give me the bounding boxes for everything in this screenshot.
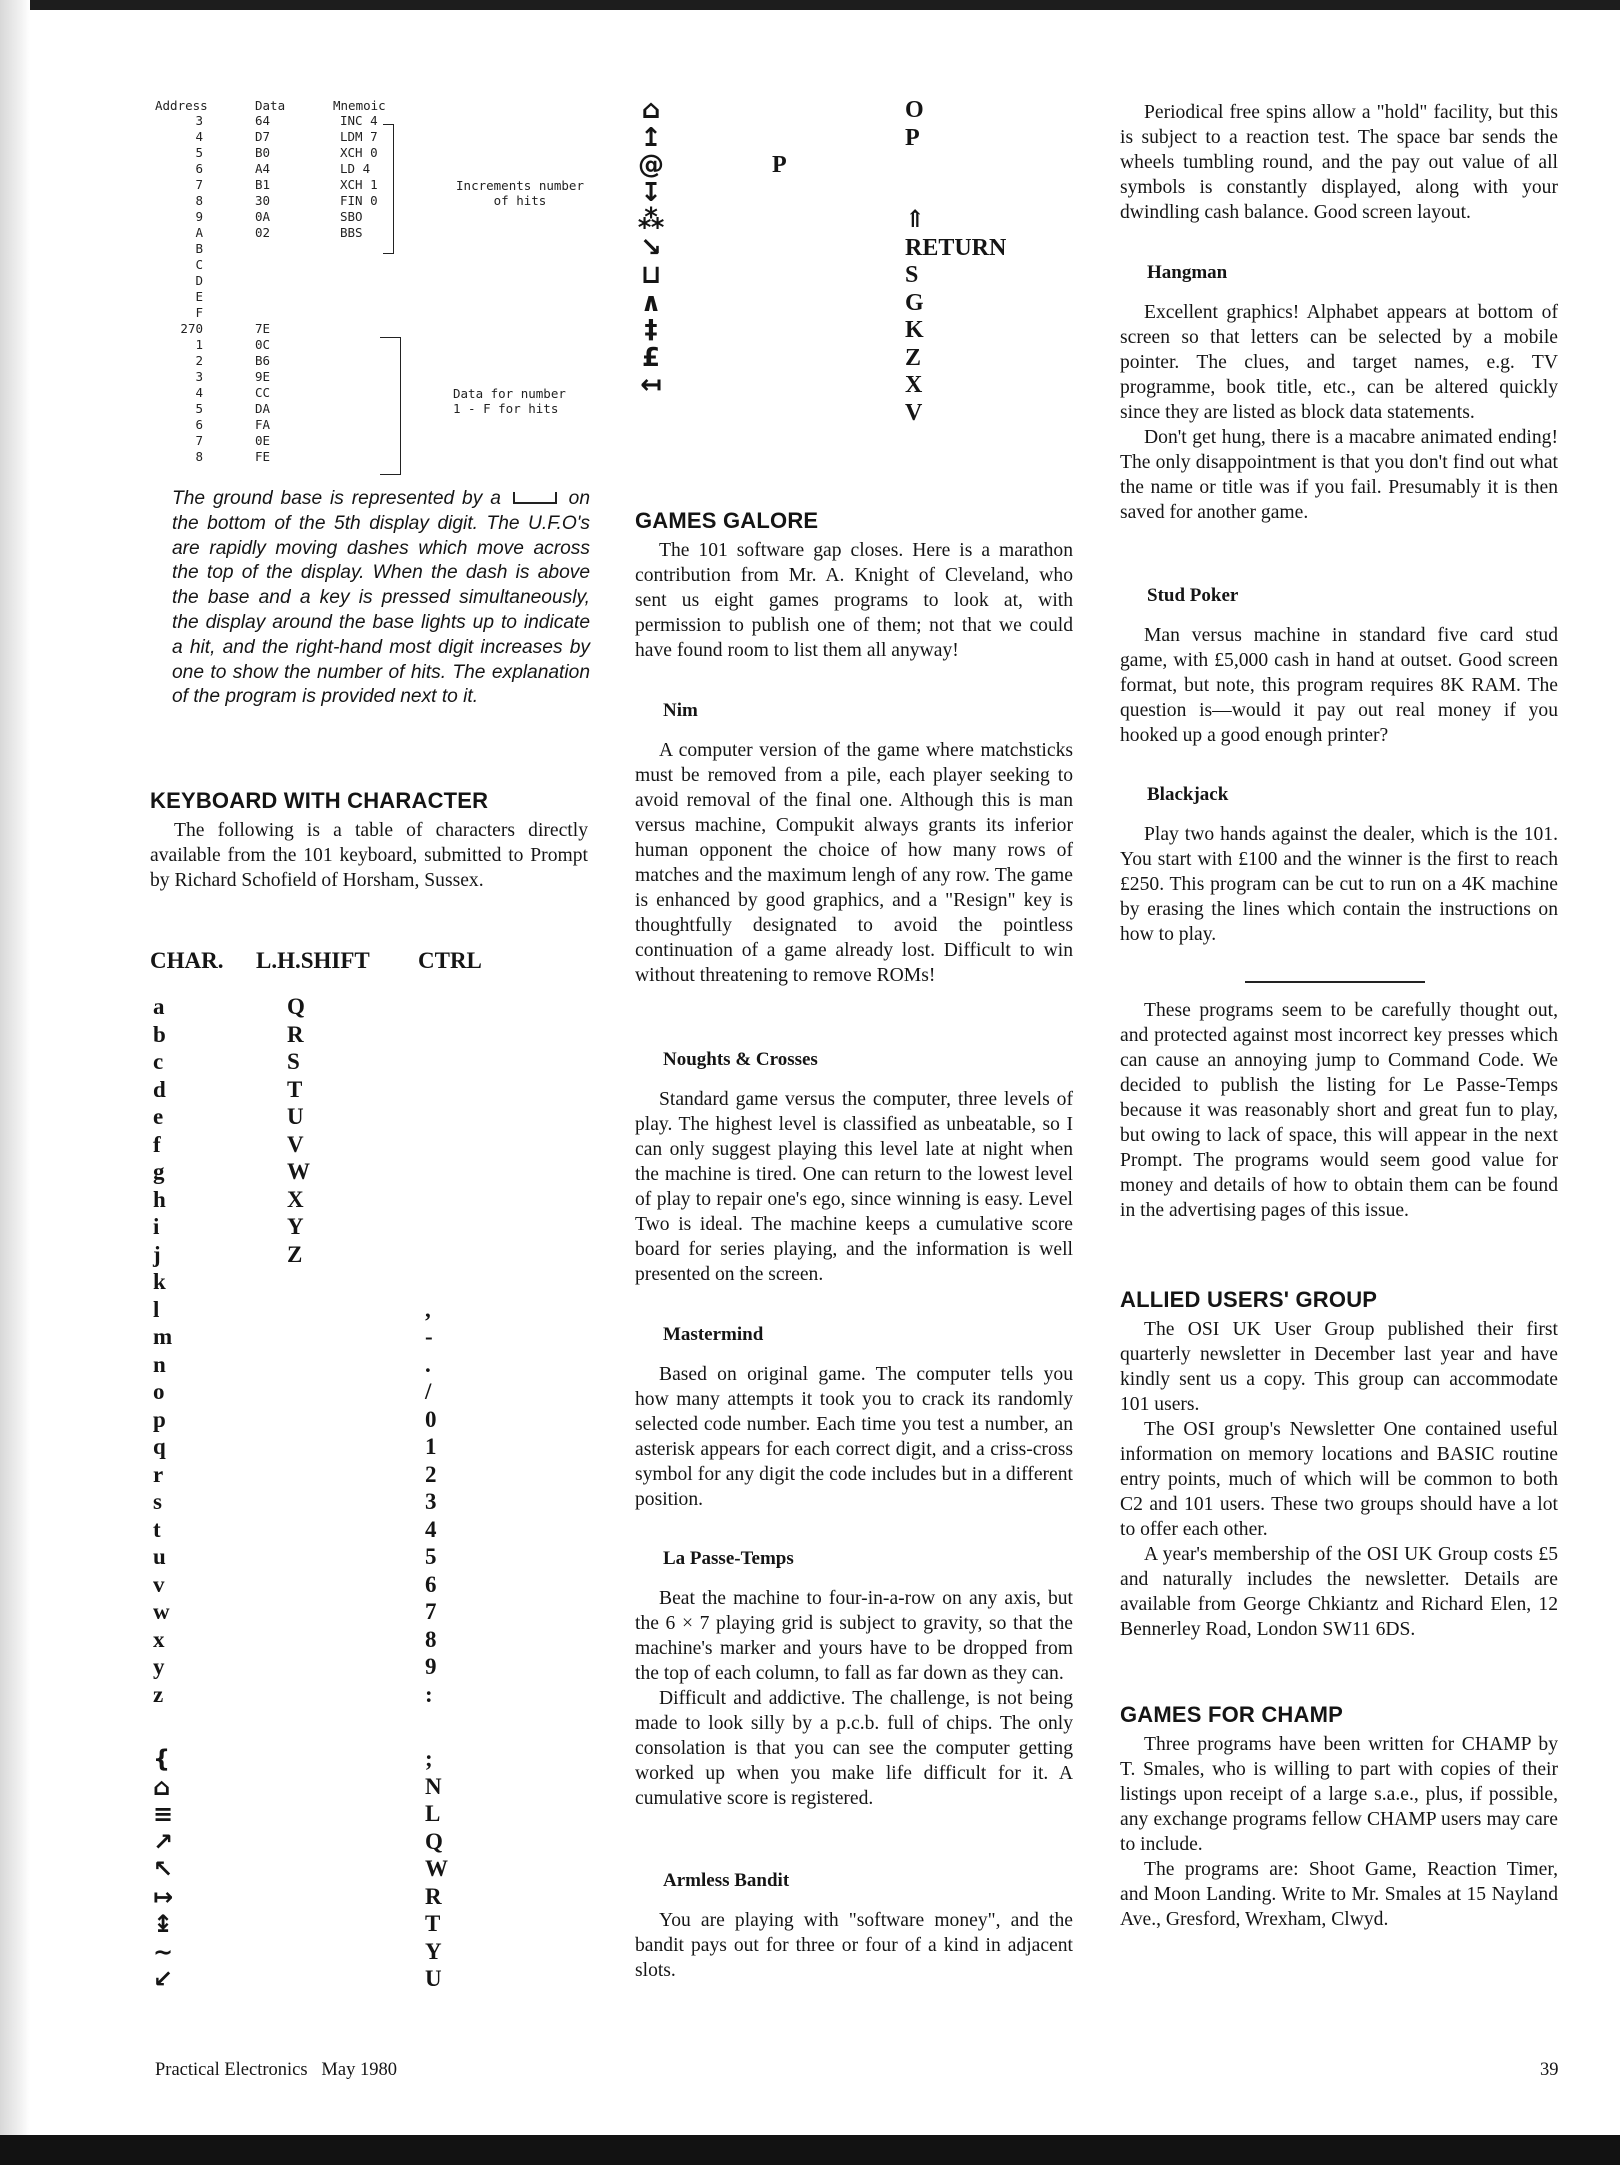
listing-data: A4	[255, 161, 271, 176]
mid-symbol-glyph: ‡	[644, 315, 658, 345]
kb-ctrl: W	[425, 1856, 448, 1881]
kb-shift: Y	[287, 1214, 304, 1239]
page-left-shadow	[0, 0, 30, 2165]
listing-address: 4	[195, 129, 203, 144]
kb-char: i	[153, 1214, 160, 1239]
listing-data: CC	[255, 385, 271, 400]
listing-address: 5	[195, 401, 203, 416]
page-bottom-edge	[0, 2135, 1620, 2165]
listing-row	[155, 306, 395, 320]
kb-ctrl: Q	[425, 1828, 443, 1854]
kb-char: p	[153, 1406, 166, 1432]
kb-ctrl: 1	[425, 1434, 437, 1459]
listing-row	[155, 130, 395, 144]
listing-address: 2	[195, 353, 203, 368]
listing-data: DA	[255, 401, 271, 416]
listing-mnemonic: LDM 7	[340, 129, 378, 144]
mid-ctrl: RETURN	[905, 234, 1007, 261]
listing-address: 270	[180, 321, 203, 336]
listing-row	[155, 274, 395, 288]
mid-ctrl: K	[905, 317, 924, 343]
listing-data: 9E	[255, 369, 271, 384]
kb-shift: U	[287, 1104, 304, 1129]
kb-ctrl: ;	[425, 1746, 433, 1771]
kb-ctrl: Y	[425, 1938, 442, 1964]
kb-ctrl: 8	[425, 1626, 437, 1652]
listing-row	[155, 290, 395, 304]
listing-address: 6	[195, 417, 203, 432]
listing-data: 0C	[255, 337, 271, 352]
listing-address: A	[195, 225, 203, 240]
listing-address: 7	[195, 177, 203, 192]
kb-ctrl: ,	[425, 1296, 431, 1322]
listing-address: 8	[195, 193, 203, 208]
kb-shift: V	[287, 1131, 304, 1157]
listing-data: 7E	[255, 321, 271, 336]
listing-data: B0	[255, 145, 271, 160]
listing-bracket-hits	[383, 124, 394, 254]
kb-symbol-glyph: ↙	[153, 1965, 174, 1993]
games-champ-text-1: Three programs have been written for CHAMP by T. Smales, who is willing to part with copies of their listings upon receipt of a large s.a.e., plus, if possible, any exchange programs fellow CHAMP users may care to include.	[1120, 1734, 1558, 1855]
stud-poker-title: Stud Poker	[1147, 585, 1239, 606]
kb-symbol-glyph: ⌂	[153, 1772, 171, 1801]
kb-char: v	[153, 1571, 165, 1597]
nim-title: Nim	[663, 700, 698, 721]
listing-data: FA	[255, 417, 271, 432]
kb-ctrl: 5	[425, 1544, 437, 1569]
mid-ctrl: X	[905, 372, 923, 398]
kb-ctrl: R	[425, 1883, 442, 1909]
kb-symbol-glyph: ↦	[153, 1882, 174, 1911]
listing-address: 9	[195, 209, 203, 224]
passe-temps-text-2: Difficult and addictive. The challenge, is not being made to look silly by a p.c.b. full of chips. The only consolation is that you can see the computer getting worked up when you make life difficult for it. A cumulative score is registered.	[635, 1688, 1073, 1809]
bandit-text	[635, 1908, 1073, 1983]
kb-char: k	[153, 1269, 166, 1294]
listing-address: 4	[195, 385, 203, 400]
listing-address: B	[195, 241, 203, 256]
kb-char: f	[153, 1131, 161, 1157]
listing-mnemonic: BBS	[340, 225, 363, 240]
bandit-continued	[1120, 100, 1558, 225]
bandit-text-body: You are playing with "software money", and the bandit pays out for three or four of a kind in adjacent slots.	[635, 1910, 1073, 1981]
kb-shift: W	[287, 1159, 310, 1184]
listing-row	[155, 114, 395, 128]
kb-symbol-glyph: {	[153, 1745, 171, 1773]
listing-row	[155, 178, 395, 192]
kb-char: w	[153, 1599, 170, 1624]
nim-text	[635, 738, 1073, 988]
listing-row	[155, 450, 395, 464]
kb-shift: S	[287, 1049, 300, 1074]
listing-data: FE	[255, 449, 271, 464]
kb-ctrl: 9	[425, 1654, 437, 1679]
hangman-text	[1120, 300, 1558, 525]
listing-row	[155, 434, 395, 448]
keyboard-heading: KEYBOARD WITH CHARACTER	[150, 788, 489, 813]
games-galore-intro-text: The 101 software gap closes. Here is a marathon contribution from Mr. A. Knight of Cleveland, who sent us eight games programs to look at, with permission to publish one of them; not that we could have found room to list them all anyway!	[635, 540, 1073, 661]
kb-ctrl: 2	[425, 1461, 437, 1487]
kb-symbol-glyph: ≡	[153, 1800, 174, 1828]
mastermind-text-body: Based on original game. The computer tells you how many attempts it took you to crack its randomly selected code number. Each time you test a number, an asterisk appears for each correct digit, and a criss-cross symbol for any digit the code includes but in a different position.	[635, 1364, 1073, 1510]
listing-data: 30	[255, 193, 271, 208]
kb-char: n	[153, 1351, 166, 1377]
kb-ctrl: N	[425, 1773, 442, 1799]
listing-data: 02	[255, 225, 271, 240]
kb-ctrl: /	[425, 1379, 432, 1404]
kb-ctrl: 4	[425, 1516, 437, 1542]
mid-ctrl: O	[905, 97, 924, 123]
mid-ctrl: ⇑	[905, 207, 926, 233]
kb-char: r	[153, 1461, 164, 1487]
kb-char: a	[153, 994, 165, 1019]
listing-address: F	[195, 305, 203, 320]
kb-ctrl: L	[425, 1801, 441, 1826]
listing-data: 0E	[255, 433, 271, 448]
kb-shift: Z	[287, 1241, 303, 1267]
mid-ctrl: Z	[905, 344, 922, 371]
listing-mnemonic: XCH 1	[340, 177, 378, 192]
listing-row	[155, 354, 395, 368]
mid-symbol-glyph: ⌂	[641, 95, 661, 125]
listing-header-address: Address	[155, 98, 208, 113]
listing-note-increments: Increments number of hits	[456, 178, 584, 208]
games-galore-intro	[635, 538, 1073, 663]
blackjack-text	[1120, 822, 1558, 947]
listing-data: B6	[255, 353, 271, 368]
kb-shift: R	[287, 1021, 304, 1047]
listing-mnemonic: XCH 0	[340, 145, 378, 160]
mid-symbol-glyph: ↥	[640, 122, 662, 153]
mid-symbol-glyph: @	[638, 150, 664, 180]
summary-text-body: These programs seem to be carefully thought out, and protected against most incorrect key presses which can cause an annoying jump to Command Code. We decided to publish the listing for Le Passe-Temps because it was reasonably short and great fun to play, but owing to lack of space, this will appear in the next Prompt. The programs would seem good value for money and details of how to obtain them can be found in the advertising pages of this issue.	[1120, 1000, 1558, 1221]
listing-bracket-data	[380, 337, 401, 475]
mid-symbol-glyph: ↧	[640, 177, 662, 208]
listing-row	[155, 322, 395, 336]
kb-ctrl: T	[425, 1911, 441, 1936]
games-champ-heading: GAMES FOR CHAMP	[1120, 1702, 1343, 1727]
listing-address: 3	[195, 113, 203, 128]
allied-users-text-3: A year's membership of the OSI UK Group costs £5 and naturally includes the newsletter. Details are available from George Chkiantz and Richard Elen, 12 Bennerley Road, London SW11 6DS.	[1120, 1544, 1558, 1640]
kb-char: o	[153, 1379, 165, 1404]
kb-symbol-glyph: ↨	[153, 1910, 174, 1938]
kb-shift: T	[287, 1076, 303, 1102]
listing-row	[155, 226, 395, 240]
listing-mnemonic: SBO	[340, 209, 363, 224]
passe-temps-title: La Passe-Temps	[663, 1548, 794, 1569]
kb-char: t	[153, 1516, 161, 1542]
kb-ctrl: -	[425, 1324, 433, 1349]
mid-symbol-glyph	[636, 399, 666, 427]
kb-shift: X	[287, 1186, 304, 1212]
listing-note-data: Data for number 1 - F for hits	[453, 386, 566, 416]
listing-header-data: Data	[255, 98, 286, 113]
listing-address: 5	[195, 145, 203, 160]
summary-text	[1120, 998, 1558, 1223]
listing-address: 7	[195, 433, 203, 448]
mid-shift: P	[772, 152, 787, 178]
listing-data: 64	[255, 113, 271, 128]
passe-temps-text-1: Beat the machine to four-in-a-row on any axis, but the 6 × 7 playing grid is subject to gravity, so that the machine's marker and yours have to be dropped from the top of each column, to fall as far down as they can.	[635, 1588, 1073, 1684]
kb-shift: Q	[287, 994, 305, 1019]
kb-char: h	[153, 1186, 166, 1212]
caption-text-after: on the bottom of the 5th display digit. The U.F.O's are rapidly moving dashes which move across the top of the display. When the dash is above the base and a key is pressed simultaneously, the display around the base lights up to indicate a hit, and the right-hand most digit increases by one to show the number of hits. The explanation of the program is provided next to it.	[172, 488, 590, 708]
kb-ctrl: 7	[425, 1599, 437, 1624]
kb-char: l	[153, 1296, 160, 1322]
kb-ctrl: U	[425, 1966, 442, 1991]
listing-mnemonic: INC 4	[340, 113, 378, 128]
mid-symbol-glyph: ↘	[640, 232, 662, 263]
listing-data: D7	[255, 129, 271, 144]
kb-ctrl: :	[425, 1681, 433, 1707]
listing-row	[155, 418, 395, 432]
games-champ-text	[1120, 1732, 1558, 1932]
listing-address: C	[195, 257, 203, 272]
listing-address: 3	[195, 369, 203, 384]
mid-ctrl: P	[905, 124, 920, 151]
kb-char: g	[153, 1159, 165, 1184]
bandit-continued-text: Periodical free spins allow a "hold" facility, but this is subject to a reaction test. The space bar sends the wheels tumbling round, and the pay out value of all symbols is constantly displayed, along with your dwindling cash balance. Good screen layout.	[1120, 102, 1558, 223]
listing-data: B1	[255, 177, 271, 192]
mid-symbol-glyph: ∧	[640, 287, 662, 318]
ground-base-icon	[513, 492, 557, 504]
kb-char: y	[153, 1654, 165, 1679]
kb-char: c	[153, 1049, 164, 1074]
stud-poker-text	[1120, 623, 1558, 748]
listing-row	[155, 258, 395, 272]
kb-ctrl: 3	[425, 1489, 437, 1514]
blackjack-text-body: Play two hands against the dealer, which is the 101. You start with £100 and the winner is the first to reach £250. This program can be cut to run on a 4K machine by erasing the lines which contain the instructions on how to play.	[1120, 824, 1558, 945]
noughts-text	[635, 1087, 1073, 1287]
allied-users-text-2: The OSI group's Newsletter One contained useful information on memory locations and BASIC routine entry points, much of which will be common to both C2 and 101 users. These two groups should have a lot to offer each other.	[1120, 1419, 1558, 1540]
kb-ctrl: 6	[425, 1571, 437, 1597]
listing-row	[155, 210, 395, 224]
listing-address: 1	[195, 337, 203, 352]
kb-ctrl: 0	[425, 1406, 437, 1432]
games-galore-heading: GAMES GALORE	[635, 508, 819, 533]
mid-symbol-glyph: £	[641, 342, 661, 373]
listing-row	[155, 402, 395, 416]
hangman-title: Hangman	[1147, 262, 1228, 283]
keyboard-intro-text: The following is a table of characters directly available from the 101 keyboard, submitted to Prompt by Richard Schofield of Horsham, Sussex.	[150, 820, 588, 891]
mastermind-title: Mastermind	[663, 1324, 764, 1345]
listing-mnemonic: FIN 0	[340, 193, 378, 208]
allied-users-text-1: The OSI UK User Group published their first quarterly newsletter in December last year and have kindly sent us a copy. This group can accommodate 101 users.	[1120, 1319, 1558, 1415]
listing-row	[155, 370, 395, 384]
mid-symbol-glyph: ↤	[640, 370, 662, 400]
footer-publication: Practical Electronics May 1980	[155, 2060, 397, 2080]
kb-char: j	[153, 1241, 161, 1267]
caption-text-before: The ground base is represented by a	[172, 488, 501, 509]
listing-row	[155, 242, 395, 256]
kb-char: e	[153, 1104, 164, 1129]
kb-ctrl: .	[425, 1351, 431, 1377]
listing-row	[155, 194, 395, 208]
blackjack-title: Blackjack	[1147, 784, 1229, 805]
kb-symbol-glyph: ∼	[153, 1937, 174, 1966]
stud-poker-text-body: Man versus machine in standard five card stud game, with £5,000 cash in hand at outset. Good screen format, but note, this program requires 8K RAM. The question is—would it pay out real money if you hooked up a good enough printer?	[1120, 625, 1558, 746]
hangman-text-1: Excellent graphics! Alphabet appears at bottom of screen so that letters can be selected by a mobile pointer. The clues, and target names, e.g. TV programme, book title, etc., can be altered quickly since they are listed as block data statements.	[1120, 302, 1558, 423]
kb-char: b	[153, 1021, 166, 1047]
mid-ctrl: S	[905, 262, 919, 288]
nim-text-body: A computer version of the game where matchsticks must be removed from a pile, each player seeking to avoid removal of the final one. Although this is man versus machine, Compukit always grants its inferior human opponent the choice of how many rows of matches and the maximum lengh of any row. The game is enhanced by good graphics, and a "Resign" key is thoughtfully designated to avoid the pointless continuation of a game already lost. Difficult to win without threatening to remove ROMs!	[635, 740, 1073, 986]
code-listing	[155, 98, 595, 478]
ground-base-caption	[172, 487, 590, 710]
listing-header-mnemonic: Mnemoic	[333, 98, 386, 113]
noughts-title: Noughts & Crosses	[663, 1049, 818, 1070]
allied-users-text	[1120, 1317, 1558, 1642]
listing-data: 0A	[255, 209, 271, 224]
kb-char: m	[153, 1324, 173, 1349]
kb-header-char: CHAR.	[150, 948, 224, 973]
kb-symbol-glyph: ↗	[153, 1827, 174, 1856]
mid-ctrl: G	[905, 289, 924, 316]
listing-row	[155, 146, 395, 160]
kb-char: d	[153, 1076, 166, 1102]
kb-header-ctrl: CTRL	[418, 948, 482, 973]
listing-address: 8	[195, 449, 203, 464]
hangman-text-2: Don't get hung, there is a macabre animated ending! The only disappointment is that you don't find out what the name or title was if you fail. Presumably it is then saved for another game.	[1120, 427, 1558, 523]
footer-page-number: 39	[1540, 2060, 1559, 2080]
kb-symbol-glyph: ↖	[153, 1855, 174, 1883]
kb-char: s	[153, 1489, 162, 1514]
section-divider-rule	[1245, 981, 1425, 983]
games-champ-text-2: The programs are: Shoot Game, Reaction Timer, and Moon Landing. Write to Mr. Smales at 15 Nayland Ave., Gresford, Wrexham, Clwyd.	[1120, 1859, 1558, 1930]
listing-address: E	[195, 289, 203, 304]
passe-temps-text	[635, 1586, 1073, 1811]
kb-char: x	[153, 1626, 165, 1652]
listing-row	[155, 162, 395, 176]
kb-header-shift: L.H.SHIFT	[256, 948, 370, 973]
mid-symbol-glyph: ⁂	[637, 205, 665, 235]
allied-users-heading: ALLIED USERS' GROUP	[1120, 1287, 1378, 1312]
listing-mnemonic: LD 4	[340, 161, 371, 176]
mastermind-text	[635, 1362, 1073, 1512]
kb-char: z	[153, 1681, 164, 1707]
mid-ctrl: V	[905, 399, 923, 426]
keyboard-intro	[150, 818, 588, 893]
kb-char: u	[153, 1544, 166, 1569]
listing-row	[155, 338, 395, 352]
listing-address: D	[195, 273, 203, 288]
page-top-edge	[0, 0, 1620, 10]
listing-address: 6	[195, 161, 203, 176]
listing-row	[155, 386, 395, 400]
mid-symbol-glyph: ⊔	[640, 260, 662, 290]
kb-char: q	[153, 1434, 166, 1459]
noughts-text-body: Standard game versus the computer, three levels of play. The highest level is classified as unbeatable, so I can only suggest playing this level late at night when the machine is tired. One can return to the lowest level of play to repair one's ego, since winning is easy. Level Two is ideal. The machine keeps a cumulative score board for series playing, and the information is well presented on the screen.	[635, 1089, 1073, 1285]
bandit-title: Armless Bandit	[663, 1870, 790, 1891]
